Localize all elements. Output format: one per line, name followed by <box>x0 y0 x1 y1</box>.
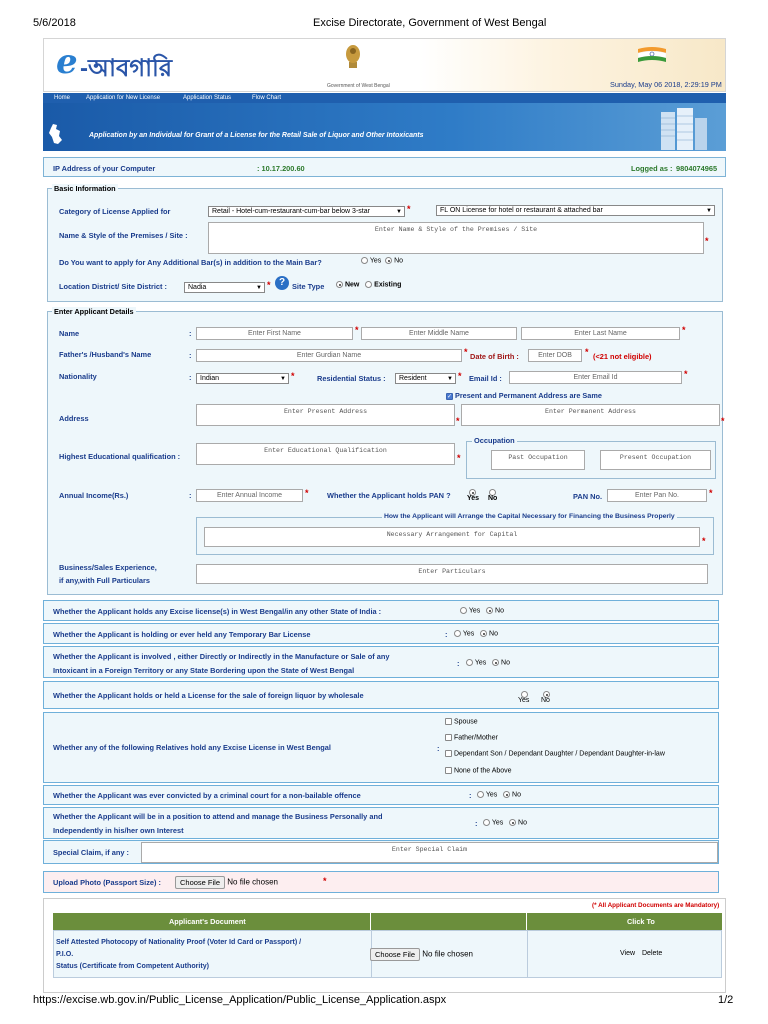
excise-license-no-radio[interactable] <box>486 607 493 614</box>
location-select[interactable] <box>184 282 265 293</box>
relative-option-dependant <box>445 750 665 757</box>
relative-none-checkbox[interactable] <box>445 767 452 774</box>
radio-yes-label: Yes <box>462 630 475 638</box>
chevron-down-icon: ▼ <box>706 208 712 214</box>
required-marker: * <box>684 369 688 379</box>
help-icon[interactable]: ? <box>275 276 289 290</box>
upload-photo-row <box>43 871 719 893</box>
present-address-textarea[interactable]: Enter Present Address <box>196 404 455 426</box>
info-bar <box>43 157 726 177</box>
convicted-radios <box>477 791 521 798</box>
category-select[interactable] <box>208 206 405 217</box>
col-header-document: Applicant's Document <box>169 917 246 926</box>
print-url: https://excise.wb.gov.in/Public_License_Application/Public_License_Application.aspx <box>33 994 447 1006</box>
required-marker: * <box>682 325 686 335</box>
question-row-special-claim <box>43 840 719 864</box>
document-file-status: No file chosen <box>422 949 473 959</box>
radio-no-label: No <box>495 607 504 615</box>
required-marker: * <box>702 536 706 546</box>
required-marker: * <box>721 416 725 426</box>
e-abgari-logo-text: -আবগারি <box>80 55 173 82</box>
category-label: Category of License Applied for <box>59 207 171 216</box>
chevron-down-icon: ▼ <box>447 376 453 382</box>
upload-photo-label: Upload Photo (Passport Size) : <box>53 878 161 887</box>
location-label: Location District/ Site District : <box>59 282 168 291</box>
question-label: Whether any of the following Relatives hold any Excise License in West Bengal <box>53 743 331 752</box>
required-marker: * <box>355 325 359 335</box>
income-input[interactable]: Enter Annual Income <box>196 489 303 502</box>
nav-item-new-license[interactable]: Application for New License <box>86 95 161 101</box>
manage-business-radios <box>483 819 527 826</box>
address-label: Address <box>59 414 89 423</box>
manage-business-yes-radio[interactable] <box>483 819 490 826</box>
occupation-legend: Occupation <box>474 436 515 445</box>
relative-option-parent <box>445 734 498 741</box>
residential-status-select[interactable] <box>395 373 456 384</box>
relative-parent-checkbox[interactable] <box>445 734 452 741</box>
convicted-yes-radio[interactable] <box>477 791 484 798</box>
required-marker: * <box>291 371 295 381</box>
colon: : <box>437 744 440 753</box>
special-claim-textarea[interactable]: Enter Special Claim <box>141 842 718 863</box>
relative-label: Spouse <box>453 718 478 726</box>
question-label: Whether the Applicant was ever convicted by a criminal court for a non-bailable offence <box>53 791 361 800</box>
permanent-address-textarea[interactable]: Enter Permanent Address <box>461 404 720 426</box>
radio-no-label: No <box>518 819 527 827</box>
premises-textarea[interactable]: Enter Name & Style of the Premises / Site <box>208 222 704 254</box>
education-textarea[interactable]: Enter Educational Qualification <box>196 443 455 465</box>
chevron-down-icon: ▼ <box>396 209 402 215</box>
site-type-new-label: New <box>344 281 360 289</box>
question-label: Whether the Applicant holds any Excise license(s) in West Bengal/in any other State of India : <box>53 607 382 616</box>
pan-yes-label: Yes <box>467 495 480 502</box>
site-type-radios <box>336 281 401 288</box>
print-title: Excise Directorate, Government of West Bengal <box>313 17 547 29</box>
foreign-territory-radios <box>466 659 510 666</box>
radio-yes-label: Yes <box>485 791 498 799</box>
document-name-line2: P.I.O. <box>56 950 74 958</box>
required-marker: * <box>267 280 271 290</box>
radio-yes-label: Yes <box>518 697 530 704</box>
colon: : <box>445 630 448 639</box>
required-marker: * <box>407 204 411 214</box>
radio-no-label: No <box>489 630 498 638</box>
temporary-bar-radios <box>454 630 498 637</box>
question-row-convicted <box>43 785 719 805</box>
document-upload-control <box>370 948 473 961</box>
experience-textarea[interactable]: Enter Particulars <box>196 564 708 584</box>
e-logo: e <box>56 42 78 82</box>
manage-business-no-radio[interactable] <box>509 819 516 826</box>
nav-item-home[interactable]: Home <box>54 95 71 101</box>
special-claim-label: Special Claim, if any : <box>53 848 129 857</box>
guardian-name-input[interactable]: Enter Gurdian Name <box>196 349 462 362</box>
required-marker: * <box>305 488 309 498</box>
radio-no-label: No <box>501 659 510 667</box>
pan-question-label: Whether the Applicant holds PAN ? <box>327 491 451 500</box>
banner-datetime: Sunday, May 06 2018, 2:29:19 PM <box>610 80 722 89</box>
question-label-line1: Whether the Applicant is involved , either Directly or Indirectly in the Manufacture or Sale of any <box>53 652 390 661</box>
required-marker: * <box>456 416 460 426</box>
required-marker: * <box>585 347 589 357</box>
relative-label: None of the Above <box>453 767 512 775</box>
document-name-line1: Self Attested Photocopy of Nationality Proof (Voter Id Card or Passport) / <box>56 938 302 946</box>
nav-item-application-status[interactable]: Application Status <box>183 95 232 101</box>
upload-photo-control <box>175 876 278 889</box>
dob-label: Date of Birth : <box>470 352 519 361</box>
license-type-select-value: FL ON License for hotel or restaurant & attached bar <box>440 207 603 214</box>
page-heading-band <box>43 103 726 151</box>
name-label: Name <box>59 329 80 338</box>
delete-link[interactable]: Delete <box>642 950 663 957</box>
question-label-line1: Whether the Applicant will be in a position to attend and manage the Business Personally and <box>53 812 383 821</box>
print-page-number: 1/2 <box>718 994 734 1006</box>
category-select-value: Retail - Hotel-cum-restaurant-cum-bar below 3-star <box>212 208 370 215</box>
radio-yes-label: Yes <box>468 607 481 615</box>
additional-bar-radios <box>361 257 403 264</box>
premises-label: Name & Style of the Premises / Site : <box>59 231 188 240</box>
building-image <box>651 106 711 150</box>
radio-no-label: No <box>512 791 521 799</box>
same-address-checkbox[interactable]: ✓ <box>447 393 453 400</box>
site-type-new-radio[interactable] <box>336 281 343 288</box>
same-address-row <box>446 391 602 400</box>
choose-file-button[interactable]: Choose File <box>175 876 225 889</box>
required-marker: * <box>464 347 468 357</box>
email-input[interactable]: Enter Email Id <box>509 371 682 384</box>
ip-value: : 10.17.200.60 <box>257 164 305 173</box>
logged-value: 9804074965 <box>676 164 718 173</box>
same-address-label: Present and Permanent Address are Same <box>454 391 602 400</box>
relative-dependant-checkbox[interactable] <box>445 750 452 757</box>
question-row-foreign-territory <box>43 646 719 678</box>
row-divider-2 <box>527 931 528 977</box>
document-choose-file-button[interactable]: Choose File <box>370 948 420 961</box>
first-name-input[interactable]: Enter First Name <box>196 327 353 340</box>
foreign-territory-no-radio[interactable] <box>492 659 499 666</box>
document-name-line3: Status (Certificate from Competent Authority) <box>56 962 210 970</box>
colon: : <box>457 659 460 668</box>
pan-input[interactable]: Enter Pan No. <box>607 489 707 502</box>
col-header-click-to: Click To <box>627 917 655 926</box>
pan-no-field-label: PAN No. <box>573 492 603 501</box>
page-title: Application by an Individual for Grant of a License for the Retail Sale of Liquor and Other Intoxicants <box>89 132 424 139</box>
basic-information-legend: Basic Information <box>54 184 116 193</box>
nationality-select-value: Indian <box>200 375 220 382</box>
radio-no-label: No <box>541 697 550 704</box>
dob-input[interactable]: Enter DOB <box>528 349 582 362</box>
site-type-existing-label: Existing <box>374 281 402 289</box>
question-label-line2: Independently in his/her own Interest <box>53 826 184 835</box>
middle-name-input[interactable]: Enter Middle Name <box>361 327 517 340</box>
required-marker: * <box>709 488 713 498</box>
question-label: Whether the Applicant is holding or ever held any Temporary Bar License <box>53 630 311 639</box>
father-label: Father's /Husband's Name <box>59 350 152 359</box>
pan-no-label: No <box>488 495 498 502</box>
required-marker: * <box>323 876 327 886</box>
additional-bar-yes-radio[interactable] <box>361 257 368 264</box>
applicant-details-legend: Enter Applicant Details <box>54 307 134 316</box>
flag-icon <box>638 45 666 65</box>
education-label: Highest Educational qualification : <box>59 452 181 461</box>
question-label: Whether the Applicant holds or held a License for the sale of foreign liquor by wholesale <box>53 691 364 700</box>
radio-yes-label: Yes <box>369 257 382 265</box>
temporary-bar-yes-radio[interactable] <box>454 630 461 637</box>
logged-label: Logged as : <box>631 164 673 173</box>
radio-yes-label: Yes <box>474 659 487 667</box>
ip-label: IP Address of your Computer <box>53 164 156 173</box>
radio-yes-label: Yes <box>491 819 504 827</box>
excise-license-yes-radio[interactable] <box>460 607 467 614</box>
header-divider-1 <box>370 913 371 930</box>
government-emblem-icon <box>343 42 363 72</box>
additional-bar-label: Do You want to apply for Any Additional Bar(s) in addition to the Main Bar? <box>59 258 322 267</box>
past-occupation-textarea[interactable]: Past Occupation <box>491 450 585 470</box>
emblem-caption: Government of West Bengal <box>327 83 390 89</box>
dob-note: (<21 not eligible) <box>593 352 652 361</box>
nationality-label: Nationality <box>59 372 97 381</box>
relative-spouse-checkbox[interactable] <box>445 718 452 725</box>
question-row-temporary-bar <box>43 623 719 644</box>
chevron-down-icon: ▼ <box>256 285 262 291</box>
convicted-no-radio[interactable] <box>503 791 510 798</box>
income-label: Annual Income(Rs.) <box>59 491 129 500</box>
site-banner <box>43 38 726 92</box>
colon: : <box>189 373 192 382</box>
experience-label-2: if any,with Full Particulars <box>59 576 151 585</box>
state-map-icon <box>47 123 65 145</box>
relative-label: Dependant Son / Dependant Daughter / Dependant Daughter-in-law <box>453 750 665 758</box>
location-select-value: Nadia <box>188 284 207 291</box>
question-label-line2: Intoxicant in a Foreign Territory or any State Bordering upon the State of West Bengal <box>53 666 355 675</box>
present-occupation-textarea[interactable]: Present Occupation <box>600 450 711 470</box>
documents-table-header <box>53 913 722 930</box>
additional-bar-no-radio[interactable] <box>385 257 392 264</box>
colon: : <box>189 351 192 360</box>
question-row-wholesale <box>43 681 719 709</box>
colon: : <box>189 491 192 500</box>
colon: : <box>475 819 478 828</box>
radio-no-label: No <box>394 257 404 265</box>
capital-legend: How the Applicant will Arrange the Capital Necessary for Financing the Business Properly <box>384 513 675 520</box>
capital-textarea[interactable]: Necessary Arrangement for Capital <box>204 527 700 547</box>
header-divider-2 <box>526 913 527 930</box>
foreign-territory-yes-radio[interactable] <box>466 659 473 666</box>
print-date: 5/6/2018 <box>33 17 76 29</box>
email-label: Email Id : <box>469 374 502 383</box>
mandatory-note: (* All Applicant Documents are Mandatory) <box>592 902 720 909</box>
license-type-select[interactable] <box>436 205 715 216</box>
experience-label-1: Business/Sales Experience, <box>59 563 157 572</box>
required-marker: * <box>457 453 461 463</box>
colon: : <box>469 791 472 800</box>
nav-item-flow-chart[interactable]: Flow Chart <box>252 95 282 101</box>
residential-status-select-value: Resident <box>399 375 427 382</box>
last-name-input[interactable]: Enter Last Name <box>521 327 680 340</box>
relative-label: Father/Mother <box>453 734 498 742</box>
temporary-bar-no-radio[interactable] <box>480 630 487 637</box>
required-marker: * <box>458 371 462 381</box>
relative-option-none <box>445 767 512 774</box>
file-status: No file chosen <box>227 877 278 887</box>
site-type-label: Site Type <box>292 282 325 291</box>
documents-table <box>43 898 726 993</box>
chevron-down-icon: ▼ <box>280 376 286 382</box>
colon: : <box>189 329 192 338</box>
question-row-relatives <box>43 712 719 783</box>
site-type-existing-radio[interactable] <box>365 281 372 288</box>
required-marker: * <box>705 236 709 246</box>
excise-license-radios <box>460 607 504 614</box>
residential-status-label: Residential Status : <box>317 374 386 383</box>
nationality-select[interactable] <box>196 373 289 384</box>
view-link[interactable]: View <box>620 950 636 957</box>
question-row-manage-business <box>43 807 719 839</box>
relative-option-spouse <box>445 718 478 725</box>
question-row-excise-license <box>43 600 719 621</box>
